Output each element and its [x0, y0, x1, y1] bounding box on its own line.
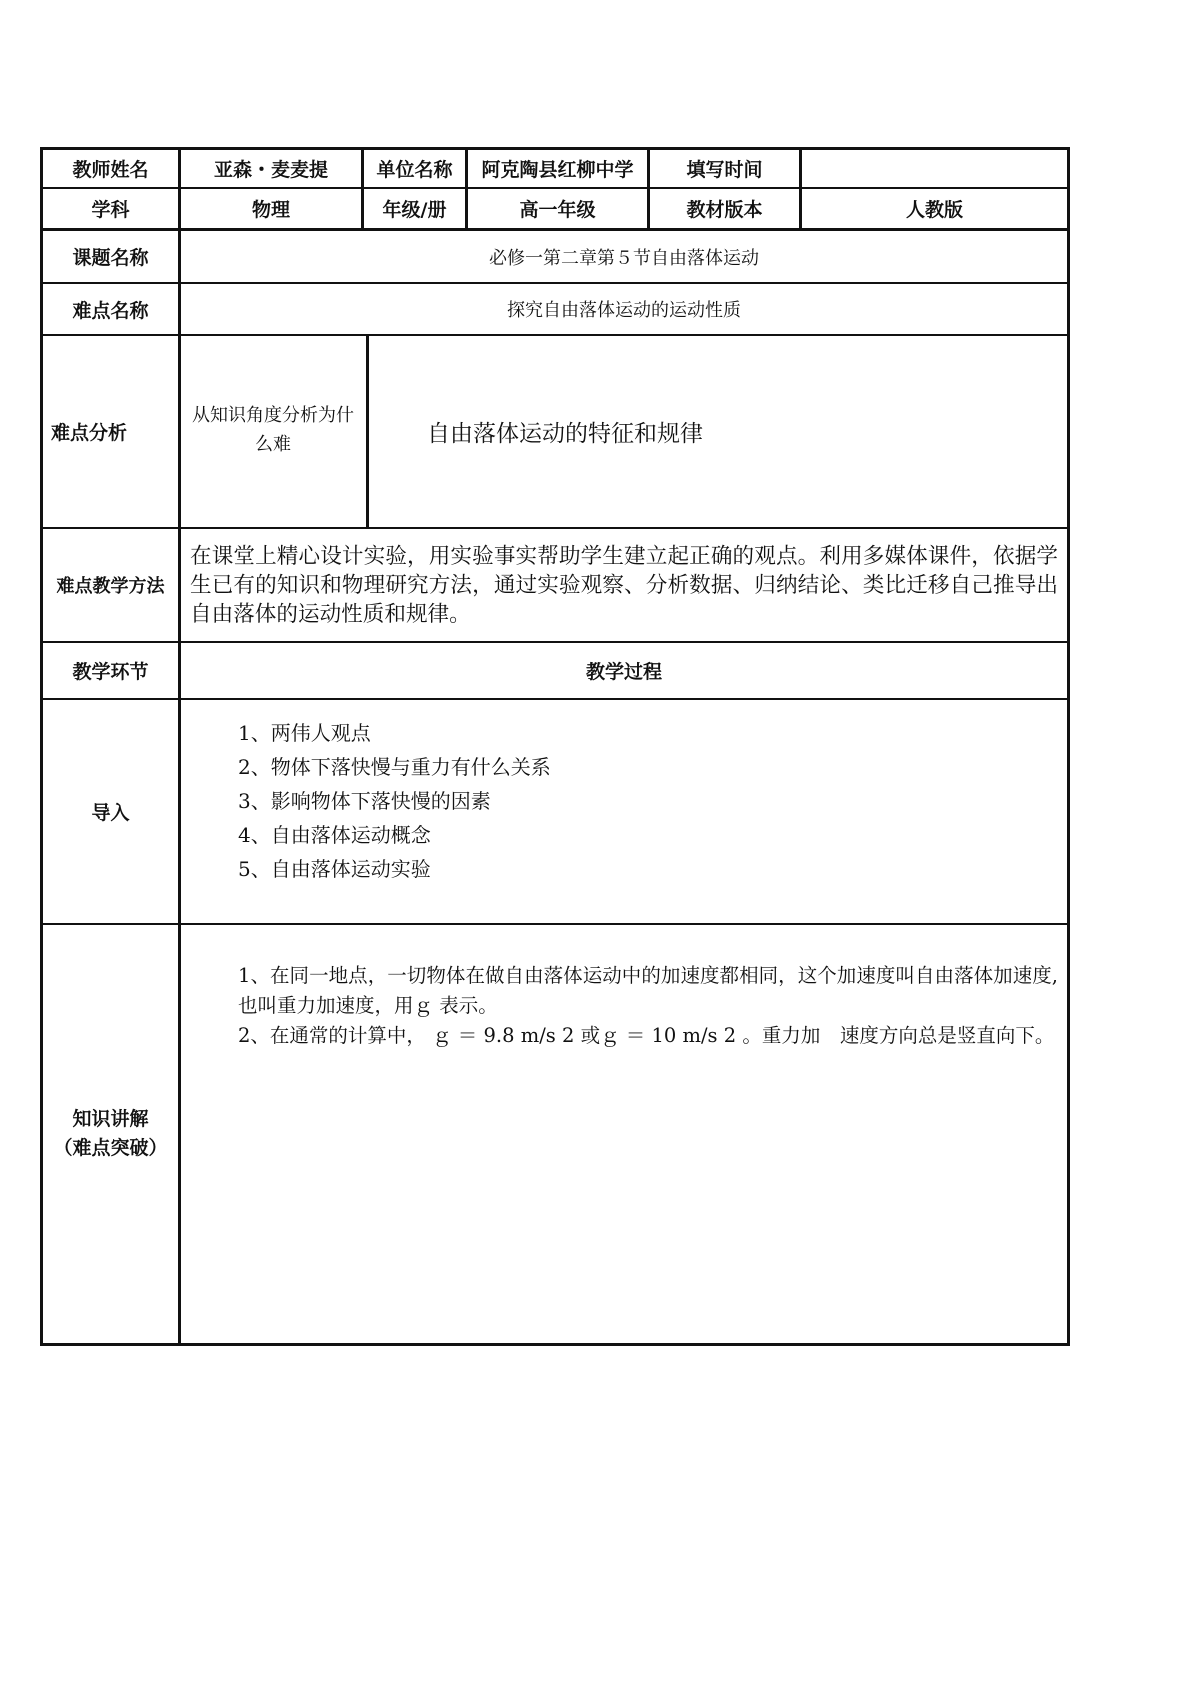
- topic-value: 必修一第二章第５节自由落体运动: [489, 247, 759, 269]
- knowledge-content: [238, 961, 1058, 1051]
- process-stage-label: 教学环节: [72, 661, 149, 683]
- knowledge-label-line2: （难点突破）: [53, 1137, 168, 1159]
- knowledge-label: [43, 925, 178, 1343]
- difficulty-label: 难点名称: [72, 299, 149, 322]
- analysis-sublabel: 从知识角度分析为什么难: [192, 405, 354, 455]
- knowledge-paragraph: 2、在通常的计算中， ｇ ＝ 9.8 m/s 2 或ｇ ＝ 10 m/s 2 。重力加 速度方向总是竖直向下。: [238, 1024, 1055, 1047]
- intro-label: 导入: [91, 802, 130, 824]
- teacher-name-label: 教师姓名: [72, 159, 149, 181]
- knowledge-paragraph: 1、在同一地点，一切物体在做自由落体运动中的加速度都相同，这个加速度叫自由落体加速度,也叫重力加速度，用ｇ 表示。: [238, 964, 1058, 1017]
- method-value: 在课堂上精心设计实验，用实验事实帮助学生建立起正确的观点。利用多媒体课件，依据学生已有的知识和物理研究方法，通过实验观察、分析数据、归纳结论、类比迁移自己推导出自由落体的运动性质和规律。: [190, 544, 1058, 627]
- intro-list: [238, 716, 998, 886]
- row-line: [40, 527, 1070, 529]
- unit-name-label: 单位名称: [376, 159, 453, 181]
- subject-label: 学科: [91, 199, 130, 221]
- difficulty-value: 探究自由落体运动的运动性质: [507, 300, 741, 321]
- intro-list-item: 4、自由落体运动概念: [238, 823, 431, 847]
- table-border-bottom: [40, 1343, 1070, 1346]
- intro-list-item: 2、物体下落快慢与重力有什么关系: [238, 755, 551, 779]
- row-line: [40, 698, 1070, 700]
- analysis-value: 自由落体运动的特征和规律: [427, 421, 703, 447]
- grade-value: 高一年级: [519, 199, 596, 221]
- edition-value: 人教版: [905, 199, 963, 221]
- row-line: [40, 923, 1070, 925]
- intro-list-item: 3、影响物体下落快慢的因素: [238, 789, 491, 813]
- table-border-right: [1067, 147, 1070, 1346]
- process-content-label: 教学过程: [585, 661, 662, 683]
- knowledge-label-line1: 知识讲解: [72, 1108, 149, 1130]
- topic-label: 课题名称: [72, 247, 149, 269]
- grade-label: 年级/册: [382, 199, 447, 221]
- analysis-label: 难点分析: [51, 422, 128, 444]
- subject-value: 物理: [251, 199, 290, 221]
- fill-date-value: [802, 150, 1067, 187]
- intro-list-item: 1、两伟人观点: [238, 721, 371, 745]
- method-label: 难点教学方法: [56, 576, 165, 597]
- teacher-name-value: 亚森・麦麦提: [213, 159, 328, 181]
- unit-name-value: 阿克陶县红柳中学: [481, 159, 634, 181]
- edition-label: 教材版本: [686, 199, 763, 221]
- intro-list-item: 5、自由落体运动实验: [238, 857, 431, 881]
- fill-date-label: 填写时间: [686, 159, 763, 181]
